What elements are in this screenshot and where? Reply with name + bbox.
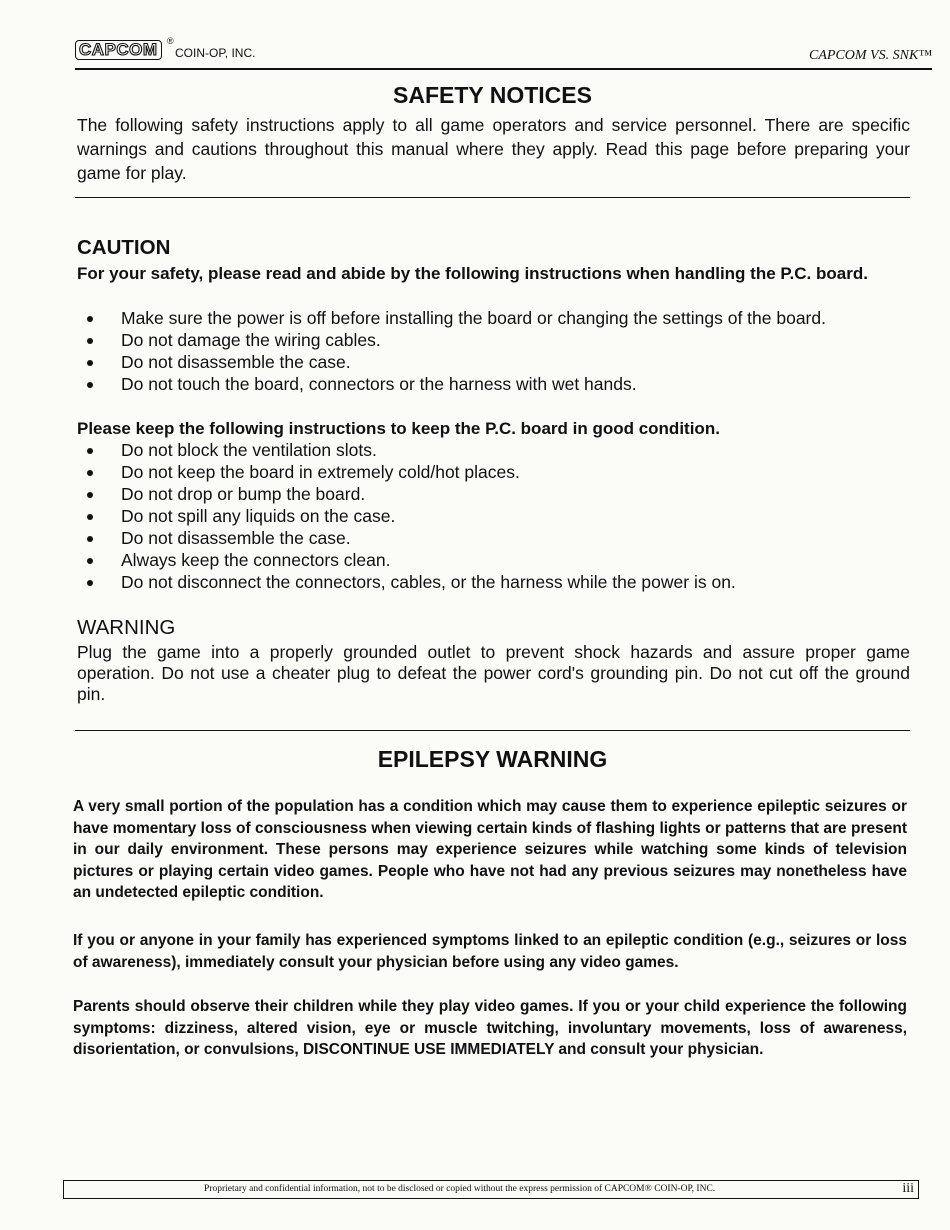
header-divider xyxy=(75,68,932,70)
epilepsy-paragraph: A very small portion of the population has a condition which may cause them to experience epileptic seizures or have momentary loss of consciousness when viewing certain kinds of flashing lights or patterns that are present in our daily environment. These persons may experience seizures while watching some kinds of television pictures or playing certain video games. People who have not had any previous seizures may nonetheless have an undetected epileptic condition. xyxy=(73,798,907,901)
page-number: iii xyxy=(902,1181,914,1196)
list-item: Always keep the connectors clean. xyxy=(77,549,736,571)
list-item: Do not damage the wiring cables. xyxy=(77,329,826,351)
safety-intro: The following safety instructions apply to all game operators and service personnel. There are specific warnings and cautions throughout this manual where they apply. Read this page before preparing your game for play. xyxy=(77,115,910,183)
list-item: Do not disassemble the case. xyxy=(77,351,826,373)
caution-list xyxy=(77,307,826,395)
list-item: Do not keep the board in extremely cold/hot places. xyxy=(77,461,736,483)
list-item: Do not spill any liquids on the case. xyxy=(77,505,736,527)
caution-subheading: For your safety, please read and abide by the following instructions when handling the P.C. board. xyxy=(77,264,868,283)
caution-heading: CAUTION xyxy=(77,236,171,259)
page-header xyxy=(75,36,932,70)
company-name: COIN-OP, INC. xyxy=(175,46,256,60)
game-title: CAPCOM VS. SNK™ xyxy=(809,48,932,63)
list-item: Do not drop or bump the board. xyxy=(77,483,736,505)
list-item: Do not touch the board, connectors or the harness with wet hands. xyxy=(77,373,826,395)
capcom-logo: CAPCOM xyxy=(75,40,162,60)
condition-heading: Please keep the following instructions to keep the P.C. board in good condition. xyxy=(77,419,720,438)
list-item: Do not block the ventilation slots. xyxy=(77,439,736,461)
list-item: Make sure the power is off before installing the board or changing the settings of the board. xyxy=(77,307,826,329)
warning-text: Plug the game into a properly grounded outlet to prevent shock hazards and assure proper game operation. Do not use a cheater plug to defeat the power cord's grounding pin. Do not cut off the ground pin. xyxy=(77,642,910,704)
condition-list xyxy=(77,439,736,593)
confidentiality-notice: Proprietary and confidential information, not to be disclosed or copied without the express permission of CAPCOM® COIN-OP, INC. xyxy=(204,1184,716,1194)
epilepsy-paragraph: If you or anyone in your family has experienced symptoms linked to an epileptic condition (e.g., seizures or loss of awareness), immediately consult your physician before using any video games. xyxy=(73,932,907,971)
list-item: Do not disconnect the connectors, cables, or the harness while the power is on. xyxy=(77,571,736,593)
list-item: Do not disassemble the case. xyxy=(77,527,736,549)
section-divider xyxy=(75,197,910,198)
page-footer xyxy=(63,1180,919,1199)
epilepsy-warning-title: EPILEPSY WARNING xyxy=(377,746,608,772)
warning-heading: WARNING xyxy=(77,616,176,639)
epilepsy-paragraph: Parents should observe their children while they play video games. If you or your child experience the following symptoms: dizziness, altered vision, eye or muscle twitching, involuntary movements, loss of awareness, disorientation, or convulsions, DISCONTINUE USE IMMEDIATELY and consult your physician. xyxy=(73,998,907,1058)
registered-mark: ® xyxy=(167,36,174,46)
section-divider xyxy=(75,730,910,731)
safety-notices-title: SAFETY NOTICES xyxy=(393,82,592,108)
